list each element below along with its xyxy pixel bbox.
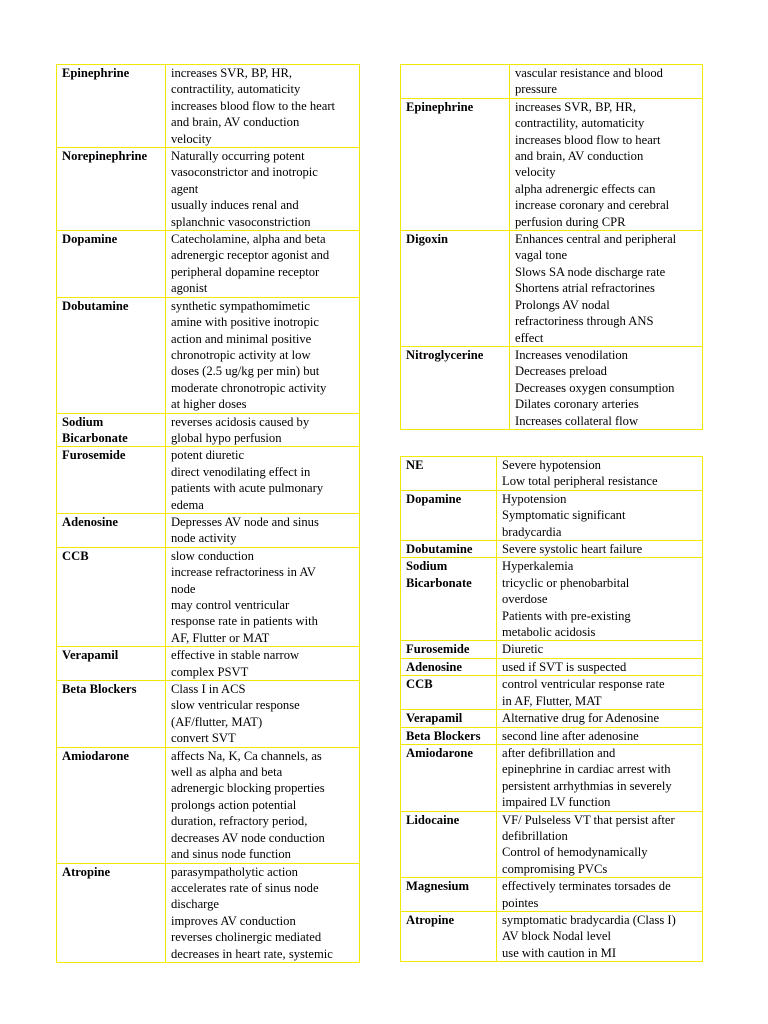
drug-name-cell: Atropine [401,911,497,961]
drug-indication-table [400,456,703,962]
drug-name-cell: Dobutamine [401,541,497,558]
table-row [401,457,703,491]
drug-name-cell: Epinephrine [401,98,510,230]
drug-description-cell: Severe hypotension Low total peripheral resistance [497,457,703,491]
drug-description-cell: used if SVT is suspected [497,658,703,675]
table-row [401,231,703,347]
drug-description-cell: VF/ Pulseless VT that persist after defibrillation Control of hemodynamically compromising PVCs [497,811,703,878]
drug-description-cell: synthetic sympathomimetic amine with positive inotropic action and minimal positive chronotropic activity at low doses (2.5 ug/kg per min) but moderate chronotropic activity at higher doses [166,297,360,413]
drug-description-cell: Increases venodilation Decreases preload Decreases oxygen consumption Dilates coronary arteries Increases collateral flow [510,346,703,429]
table-row [57,447,360,514]
table-row [401,744,703,811]
drug-name-cell: Beta Blockers [401,727,497,744]
drug-mechanism-table-right [400,64,703,430]
table-row [401,658,703,675]
drug-name-cell: Dopamine [401,490,497,540]
drug-description-cell: Class I in ACS slow ventricular response (AF/flutter, MAT) convert SVT [166,681,360,748]
table-row [57,547,360,646]
drug-name-cell: Sodium Bicarbonate [57,413,166,447]
drug-description-cell: increases SVR, BP, HR, contractility, automaticity increases blood flow to the heart and brain, AV conduction velocity [166,65,360,148]
table-row [57,413,360,447]
drug-name-cell: CCB [401,676,497,710]
drug-description-cell: Hyperkalemia tricyclic or phenobarbital overdose Patients with pre-existing metabolic acidosis [497,558,703,641]
drug-name-cell: Verapamil [57,647,166,681]
drug-name-cell: Magnesium [401,878,497,912]
drug-description-cell: effective in stable narrow complex PSVT [166,647,360,681]
drug-name-cell: Amiodarone [401,744,497,811]
table-row [57,148,360,231]
table-row [401,676,703,710]
drug-name-cell: Epinephrine [57,65,166,148]
drug-description-cell: vascular resistance and blood pressure [510,65,703,99]
table-row [401,811,703,878]
drug-description-cell: second line after adenosine [497,727,703,744]
drug-description-cell: Depresses AV node and sinus node activity [166,513,360,547]
table-row [57,513,360,547]
drug-description-cell: Hypotension Symptomatic significant bradycardia [497,490,703,540]
table-row [57,297,360,413]
table-row [57,681,360,748]
table-row [401,558,703,641]
table-row [401,710,703,727]
table-row [401,490,703,540]
drug-description-cell: slow conduction increase refractoriness in AV node may control ventricular response rate in patients with AF, Flutter or MAT [166,547,360,646]
drug-name-cell [401,65,510,99]
drug-name-cell: Adenosine [57,513,166,547]
drug-description-cell: control ventricular response rate in AF, Flutter, MAT [497,676,703,710]
drug-name-cell: Norepinephrine [57,148,166,231]
drug-name-cell: Dobutamine [57,297,166,413]
drug-description-cell: Alternative drug for Adenosine [497,710,703,727]
table-row [401,641,703,658]
drug-description-cell: symptomatic bradycardia (Class I) AV block Nodal level use with caution in MI [497,911,703,961]
drug-description-cell: Naturally occurring potent vasoconstrictor and inotropic agent usually induces renal and splanchnic vasoconstriction [166,148,360,231]
drug-name-cell: Nitroglycerine [401,346,510,429]
drug-name-cell: Lidocaine [401,811,497,878]
drug-name-cell: Furosemide [401,641,497,658]
drug-name-cell: Digoxin [401,231,510,347]
drug-name-cell: Sodium Bicarbonate [401,558,497,641]
drug-name-cell: Amiodarone [57,747,166,863]
drug-description-cell: Diuretic [497,641,703,658]
table-row [57,863,360,962]
drug-name-cell: Furosemide [57,447,166,514]
drug-mechanism-table-left [56,64,360,963]
drug-description-cell: Enhances central and peripheral vagal tone Slows SA node discharge rate Shortens atrial refractorines Prolongs AV nodal refractoriness through ANS effect [510,231,703,347]
table-row [401,541,703,558]
drug-name-cell: Dopamine [57,231,166,298]
table-row [57,647,360,681]
table-row [401,346,703,429]
drug-description-cell: affects Na, K, Ca channels, as well as alpha and beta adrenergic blocking properties prolongs action potential duration, refractory period, decreases AV node conduction and sinus node function [166,747,360,863]
table-row [401,727,703,744]
table-row [401,65,703,99]
table-row [401,98,703,230]
drug-name-cell: NE [401,457,497,491]
drug-description-cell: after defibrillation and epinephrine in cardiac arrest with persistent arrhythmias in severely impaired LV function [497,744,703,811]
drug-description-cell: Catecholamine, alpha and beta adrenergic receptor agonist and peripheral dopamine receptor agonist [166,231,360,298]
drug-name-cell: CCB [57,547,166,646]
table-row [57,747,360,863]
table-row [401,878,703,912]
table-row [401,911,703,961]
table-row [57,231,360,298]
drug-description-cell: potent diuretic direct venodilating effect in patients with acute pulmonary edema [166,447,360,514]
table-row [57,65,360,148]
drug-description-cell: Severe systolic heart failure [497,541,703,558]
drug-description-cell: reverses acidosis caused by global hypo perfusion [166,413,360,447]
drug-name-cell: Adenosine [401,658,497,675]
drug-description-cell: parasympatholytic action accelerates rate of sinus node discharge improves AV conduction reverses cholinergic mediated decreases in heart rate, systemic [166,863,360,962]
drug-name-cell: Verapamil [401,710,497,727]
drug-description-cell: increases SVR, BP, HR, contractility, automaticity increases blood flow to heart and brain, AV conduction velocity alpha adrenergic effects can increase coronary and cerebral perfusion during CPR [510,98,703,230]
drug-name-cell: Beta Blockers [57,681,166,748]
drug-name-cell: Atropine [57,863,166,962]
drug-description-cell: effectively terminates torsades de pointes [497,878,703,912]
